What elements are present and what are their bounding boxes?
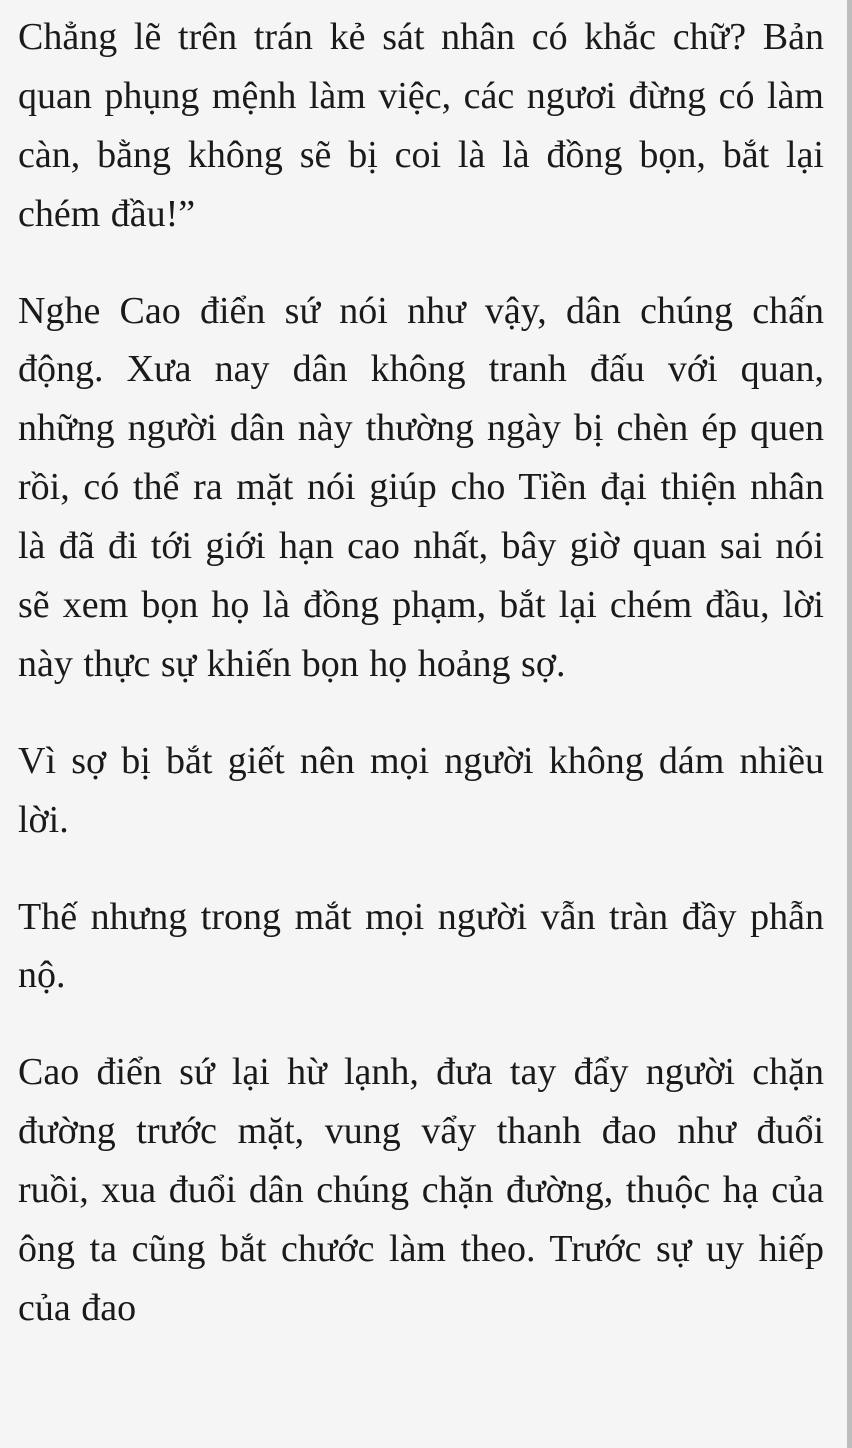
vertical-scrollbar[interactable] — [847, 0, 852, 1448]
paragraph: Vì sợ bị bắt giết nên mọi người không dám nhiều lời. — [18, 739, 824, 841]
paragraph: Thế nhưng trong mắt mọi người vẫn tràn đầy phẫn nộ. — [18, 895, 824, 997]
paragraph: Cao điển sứ lại hừ lạnh, đưa tay đẩy người chặn đường trước mặt, vung vẩy thanh đao như đuổi ruồi, xua đuổi dân chúng chặn đường, thuộc hạ của ông ta cũng bắt chước làm theo. Trước sự uy hiếp của đao — [18, 1051, 824, 1329]
paragraph: Nghe Cao điển sứ nói như vậy, dân chúng chấn động. Xưa nay dân không tranh đấu với quan, những người dân này thường ngày bị chèn ép quen rồi, có thể ra mặt nói giúp cho Tiền đại thiện nhân là đã đi tới giới hạn cao nhất, bây giờ quan sai nói sẽ xem bọn họ là đồng phạm, bắt lại chém đầu, lời này thực sự khiến bọn họ hoảng sợ. — [18, 289, 824, 685]
paragraph: Chẳng lẽ trên trán kẻ sát nhân có khắc chữ? Bản quan phụng mệnh làm việc, các ngươi đừng có làm càn, bằng không sẽ bị coi là là đồng bọn, bắt lại chém đầu!” — [18, 16, 824, 235]
chapter-text-body — [0, 8, 852, 1338]
